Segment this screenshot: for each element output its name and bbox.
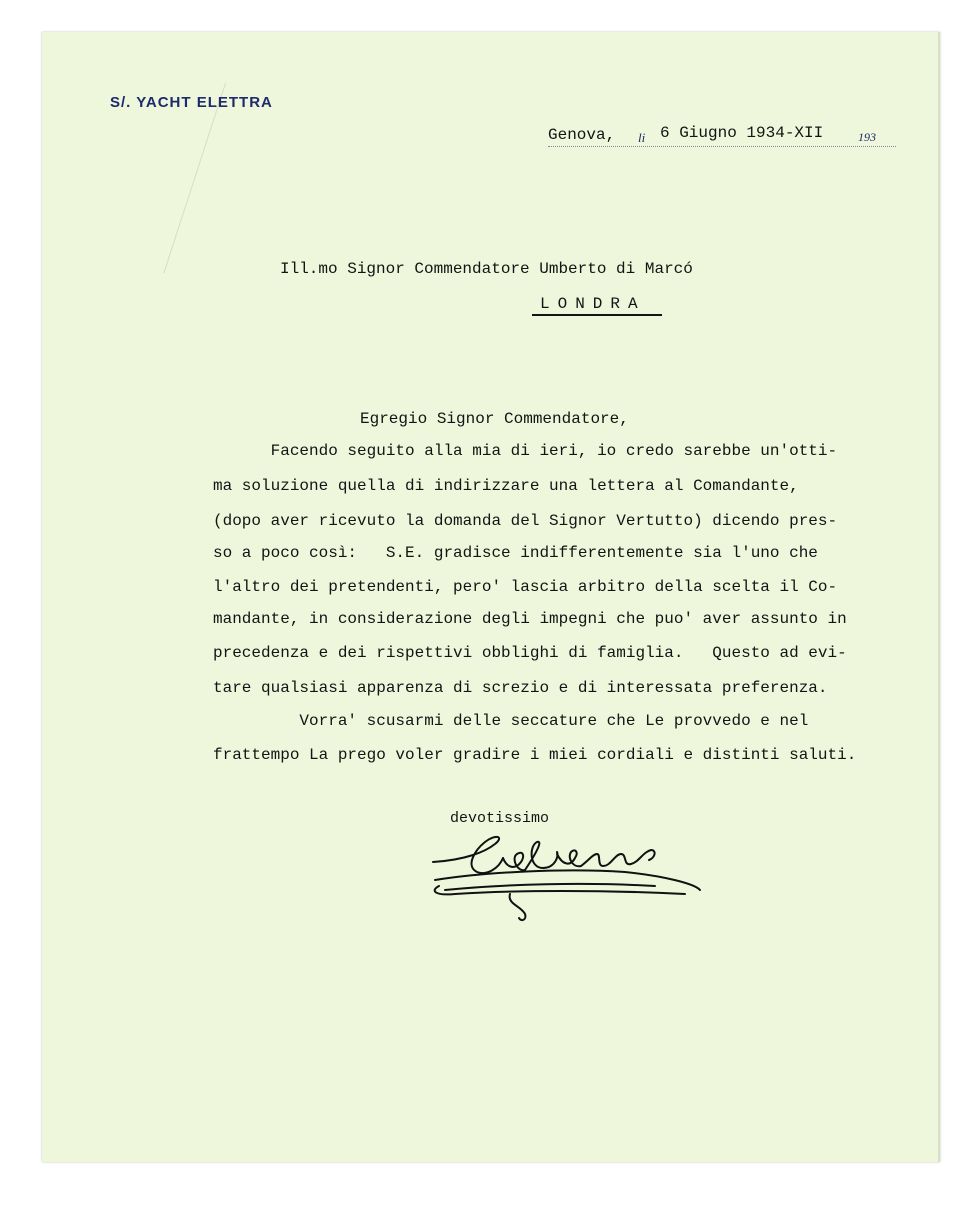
salutation: Egregio Signor Commendatore, [360, 410, 629, 428]
addressee-city: LONDRA [540, 295, 646, 313]
dateline-year-prefix: 193 [858, 130, 876, 144]
dateline-li: li [638, 130, 646, 145]
body-line: tare qualsiasi apparenza di screzio e di interessata preferenza. [213, 679, 828, 697]
dateline-date: 6 Giugno 1934-XII [660, 124, 824, 142]
body-line: Facendo seguito alla mia di ieri, io credo sarebbe un'otti- [213, 442, 838, 460]
body-line: Vorra' scusarmi delle seccature che Le provvedo e nel [213, 712, 809, 730]
closing: devotissimo [450, 810, 550, 827]
addressee-line: Ill.mo Signor Commendatore Umberto di Marcó [280, 260, 693, 278]
body-line: frattempo La prego voler gradire i miei cordiali e distinti saluti. [213, 746, 857, 764]
letterhead: S/. YACHT ELETTRA [110, 94, 273, 111]
body-line: so a poco così: S.E. gradisce indifferentemente sia l'uno che [213, 544, 818, 562]
body-line: precedenza e dei rispettivi obblighi di famiglia. Questo ad evi- [213, 644, 847, 662]
dateline-place: Genova, [548, 126, 616, 144]
body-line: (dopo aver ricevuto la domanda del Signor Vertutto) dicendo pres- [213, 512, 838, 530]
letter-sheet [42, 32, 940, 1162]
dateline [548, 124, 896, 147]
city-underline [532, 314, 662, 316]
signature-icon [425, 832, 715, 927]
body-line: ma soluzione quella di indirizzare una lettera al Comandante, [213, 477, 799, 495]
body-line: mandante, in considerazione degli impegni che puo' aver assunto in [213, 610, 847, 628]
body-line: l'altro dei pretendenti, pero' lascia arbitro della scelta il Co- [213, 578, 838, 596]
